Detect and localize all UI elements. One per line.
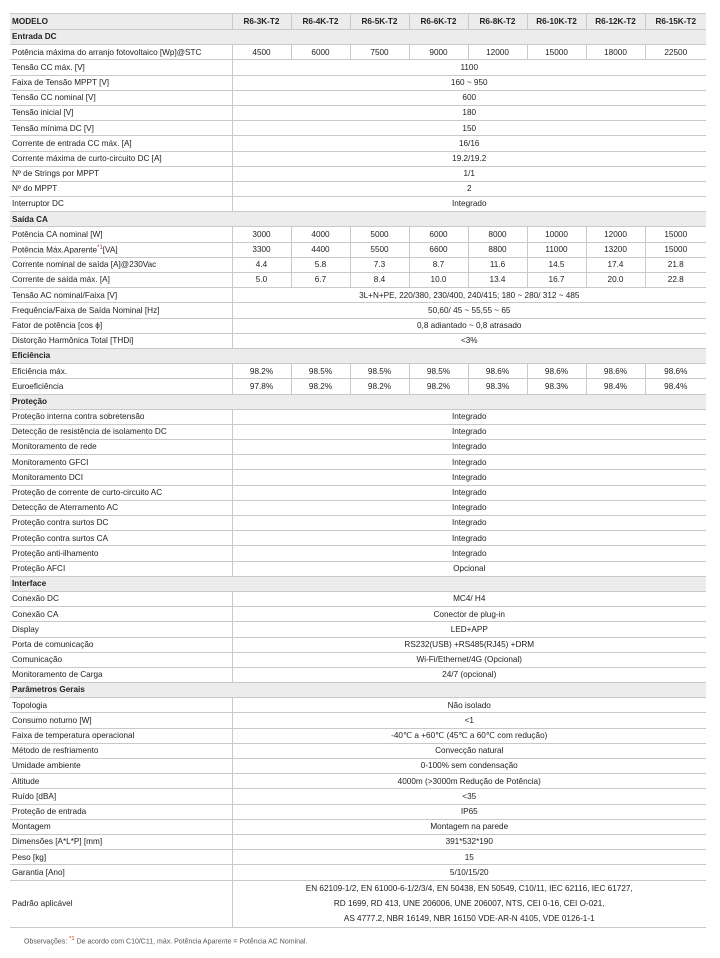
model-header-cell: R6-6K-T2 xyxy=(409,14,468,30)
value-cell-span: <1 xyxy=(232,713,706,728)
standard-line: EN 62109-1/2, EN 61000-6-1/2/3/4, EN 50438, EN 50549, C10/11, IEC 62116, IEC 61727, xyxy=(305,884,633,893)
value-cell-span: Montagem na parede xyxy=(232,819,706,834)
value-cell: 98.2% xyxy=(350,379,409,394)
table-row xyxy=(10,637,706,652)
row-label: Nº do MPPT xyxy=(10,181,232,196)
value-cell-span: 15 xyxy=(232,850,706,865)
value-cell-span: Integrado xyxy=(232,531,706,546)
value-cell: 14.5 xyxy=(527,257,586,272)
value-cell: 4500 xyxy=(232,45,291,60)
table-row xyxy=(10,759,706,774)
table-row xyxy=(10,591,706,606)
row-label: Umidade ambiente xyxy=(10,759,232,774)
row-label: Corrente máxima de curto-circuito DC [A] xyxy=(10,151,232,166)
model-header-cell: R6-5K-T2 xyxy=(350,14,409,30)
row-label: Detecção de resistência de isolamento DC xyxy=(10,424,232,439)
row-label: Proteção AFCI xyxy=(10,561,232,576)
table-row xyxy=(10,622,706,637)
value-cell: 6000 xyxy=(409,227,468,242)
value-cell-span: Integrado xyxy=(232,197,706,212)
value-cell: 5500 xyxy=(350,242,409,257)
footnote-mark: *1 xyxy=(69,936,75,942)
row-label: Faixa de temperatura operacional xyxy=(10,728,232,743)
value-cell-span: <3% xyxy=(232,333,706,348)
model-header-cell: R6-8K-T2 xyxy=(468,14,527,30)
footnote xyxy=(24,936,307,945)
table-row xyxy=(10,197,706,212)
value-cell: 6.7 xyxy=(291,273,350,288)
value-cell-span: 24/7 (opcional) xyxy=(232,667,706,682)
value-cell-span: 160 ~ 950 xyxy=(232,75,706,90)
value-cell: 12000 xyxy=(586,227,645,242)
value-cell: 98.4% xyxy=(586,379,645,394)
table-row xyxy=(10,379,706,394)
table-row xyxy=(10,136,706,151)
row-label: Proteção de corrente de curto-circuito AC xyxy=(10,485,232,500)
value-cell-span: Opcional xyxy=(232,561,706,576)
standard-line: AS 4777.2, NBR 16149, NBR 16150 VDE-AR-N 4105, VDE 0126-1-1 xyxy=(343,914,595,923)
value-cell: 98.5% xyxy=(350,364,409,379)
value-cell-span: Integrado xyxy=(232,546,706,561)
table-row xyxy=(10,45,706,60)
table-row xyxy=(10,424,706,439)
value-cell-span: Integrado xyxy=(232,409,706,424)
row-label: Conexão DC xyxy=(10,591,232,606)
value-cell: 22500 xyxy=(645,45,706,60)
row-label: Faixa de Tensão MPPT [V] xyxy=(10,75,232,90)
value-cell: 98.2% xyxy=(409,379,468,394)
row-label: Tensão CC máx. [V] xyxy=(10,60,232,75)
value-cell-span: Integrado xyxy=(232,470,706,485)
table-row xyxy=(10,743,706,758)
table-row xyxy=(10,257,706,272)
value-cell: 4400 xyxy=(291,242,350,257)
value-cell-span: 3L+N+PE, 220/380, 230/400, 240/415; 180 ~ 280/ 312 ~ 485 xyxy=(232,288,706,303)
row-label: Tensão AC nominal/Faixa [V] xyxy=(10,288,232,303)
row-label: Detecção de Aterramento AC xyxy=(10,500,232,515)
value-cell: 15000 xyxy=(645,242,706,257)
value-cell-span: 0-100% sem condensação xyxy=(232,759,706,774)
table-row xyxy=(10,333,706,348)
row-label: Porta de comunicação xyxy=(10,637,232,652)
section-title: Saída CA xyxy=(10,212,706,227)
table-row xyxy=(10,713,706,728)
table-row xyxy=(10,121,706,136)
value-cell-span: 16/16 xyxy=(232,136,706,151)
row-label: Monitoramento DCI xyxy=(10,470,232,485)
table-row xyxy=(10,303,706,318)
row-label: Método de resfriamento xyxy=(10,743,232,758)
footnote-ref: *1 xyxy=(97,244,103,251)
table-row xyxy=(10,181,706,196)
row-label: Tensão inicial [V] xyxy=(10,105,232,120)
row-label: Fator de potência [cos ϕ] xyxy=(10,318,232,333)
value-cell: 22.8 xyxy=(645,273,706,288)
value-cell: 97.8% xyxy=(232,379,291,394)
table-row xyxy=(10,288,706,303)
value-cell-span: Não isolado xyxy=(232,698,706,713)
value-cell: 98.3% xyxy=(468,379,527,394)
table-row xyxy=(10,789,706,804)
row-label: Tensão CC nominal [V] xyxy=(10,90,232,105)
row-label-text: Potência Máx.Aparente xyxy=(12,245,98,255)
value-cell: 21.8 xyxy=(645,257,706,272)
value-cell-span: 1100 xyxy=(232,60,706,75)
table-row xyxy=(10,804,706,819)
table-row xyxy=(10,455,706,470)
section-title: Eficiência xyxy=(10,348,706,363)
value-cell: 98.6% xyxy=(527,364,586,379)
table-row xyxy=(10,364,706,379)
value-cell: 16.7 xyxy=(527,273,586,288)
value-cell-span: RS232(USB) +RS485(RJ45) +DRM xyxy=(232,637,706,652)
row-label: Altitude xyxy=(10,774,232,789)
table-row xyxy=(10,500,706,515)
footnote-text: De acordo com C10/C11, máx. Potência Aparente = Potência AC Nominal. xyxy=(76,938,308,946)
value-cell-span: 1/1 xyxy=(232,166,706,181)
value-cell: 11.6 xyxy=(468,257,527,272)
value-cell: 3000 xyxy=(232,227,291,242)
value-cell-span: 600 xyxy=(232,90,706,105)
value-cell-span: 2 xyxy=(232,181,706,196)
section-row xyxy=(10,212,706,227)
value-cell: 10000 xyxy=(527,227,586,242)
table-row xyxy=(10,728,706,743)
table-row xyxy=(10,485,706,500)
table-row xyxy=(10,819,706,834)
row-label: Nº de Strings por MPPT xyxy=(10,166,232,181)
value-cell-span: Integrado xyxy=(232,424,706,439)
value-cell-span: 0,8 adiantado ~ 0,8 atrasado xyxy=(232,318,706,333)
section-title: Interface xyxy=(10,576,706,591)
model-header-cell: R6-15K-T2 xyxy=(645,14,706,30)
value-cell-span: LED+APP xyxy=(232,622,706,637)
row-label: Proteção contra surtos DC xyxy=(10,516,232,531)
value-cell: 4000 xyxy=(291,227,350,242)
model-header-label: MODELO xyxy=(10,14,232,30)
row-label: Padrão aplicável xyxy=(10,880,232,927)
table-row xyxy=(10,667,706,682)
row-label: Topologia xyxy=(10,698,232,713)
value-cell: 15000 xyxy=(527,45,586,60)
value-cell-span: -40℃ a +60℃ (45℃ a 60℃ com redução) xyxy=(232,728,706,743)
value-cell: 98.6% xyxy=(645,364,706,379)
row-label: Ruído [dBA] xyxy=(10,789,232,804)
value-cell: 17.4 xyxy=(586,257,645,272)
row-label: Garantia [Ano] xyxy=(10,865,232,880)
value-cell-span: 4000m (>3000m Redução de Potência) xyxy=(232,774,706,789)
value-cell: 3300 xyxy=(232,242,291,257)
row-label: Monitoramento de rede xyxy=(10,440,232,455)
value-cell-span: IP65 xyxy=(232,804,706,819)
table-row xyxy=(10,470,706,485)
table-row xyxy=(10,546,706,561)
row-label: Comunicação xyxy=(10,652,232,667)
table-row xyxy=(10,318,706,333)
row-label: Proteção contra surtos CA xyxy=(10,531,232,546)
value-cell: 5.0 xyxy=(232,273,291,288)
row-label: Proteção interna contra sobretensão xyxy=(10,409,232,424)
section-row xyxy=(10,683,706,698)
value-cell-span xyxy=(232,880,706,927)
row-label: Eficiência máx. xyxy=(10,364,232,379)
table-row xyxy=(10,75,706,90)
table-row xyxy=(10,774,706,789)
value-cell-span: 150 xyxy=(232,121,706,136)
section-title: Proteção xyxy=(10,394,706,409)
standard-line: RD 1699, RD 413, UNE 206006, UNE 206007, NTS, CEI 0-16, CEI O-021, xyxy=(333,899,605,908)
value-cell-span: Integrado xyxy=(232,516,706,531)
value-cell: 8.7 xyxy=(409,257,468,272)
value-cell-span: MC4/ H4 xyxy=(232,591,706,606)
table-row xyxy=(10,90,706,105)
value-cell: 12000 xyxy=(468,45,527,60)
row-label: Frequência/Faixa de Saída Nominal [Hz] xyxy=(10,303,232,318)
section-row xyxy=(10,348,706,363)
row-label-suffix: [VA] xyxy=(102,245,118,255)
table-row xyxy=(10,561,706,576)
table-row xyxy=(10,273,706,288)
value-cell: 4.4 xyxy=(232,257,291,272)
value-cell: 7500 xyxy=(350,45,409,60)
value-cell-span: 50,60/ 45 ~ 55,55 ~ 65 xyxy=(232,303,706,318)
value-cell: 15000 xyxy=(645,227,706,242)
table-row xyxy=(10,865,706,880)
section-row xyxy=(10,576,706,591)
row-label: Conexão CA xyxy=(10,607,232,622)
row-label: Consumo noturno [W] xyxy=(10,713,232,728)
value-cell-span: Wi-Fi/Ethernet/4G (Opcional) xyxy=(232,652,706,667)
row-label: Potência CA nominal [W] xyxy=(10,227,232,242)
table-row xyxy=(10,227,706,242)
table-row xyxy=(10,652,706,667)
row-label: Corrente de entrada CC máx. [A] xyxy=(10,136,232,151)
table-row xyxy=(10,880,706,927)
section-title: Entrada DC xyxy=(10,30,706,45)
value-cell: 98.6% xyxy=(468,364,527,379)
row-label: Monitoramento de Carga xyxy=(10,667,232,682)
table-row xyxy=(10,151,706,166)
value-cell: 98.4% xyxy=(645,379,706,394)
value-cell: 98.6% xyxy=(586,364,645,379)
table-row xyxy=(10,850,706,865)
value-cell: 98.5% xyxy=(409,364,468,379)
value-cell: 13200 xyxy=(586,242,645,257)
value-cell: 20.0 xyxy=(586,273,645,288)
value-cell: 18000 xyxy=(586,45,645,60)
row-label: Corrente nominal de saída [A]@230Vac xyxy=(10,257,232,272)
row-label: Potência máxima do arranjo fotovoltaico [Wp]@STC xyxy=(10,45,232,60)
model-header-cell: R6-12K-T2 xyxy=(586,14,645,30)
table-row xyxy=(10,60,706,75)
section-row xyxy=(10,30,706,45)
row-label: Proteção anti-ilhamento xyxy=(10,546,232,561)
value-cell-span: Convecção natural xyxy=(232,743,706,758)
value-cell: 10.0 xyxy=(409,273,468,288)
row-label: Tensão mínima DC [V] xyxy=(10,121,232,136)
table-row xyxy=(10,105,706,120)
row-label: Proteção de entrada xyxy=(10,804,232,819)
spec-table xyxy=(10,13,706,928)
value-cell: 11000 xyxy=(527,242,586,257)
row-label: Peso [kg] xyxy=(10,850,232,865)
value-cell: 98.2% xyxy=(291,379,350,394)
row-label: Euroeficiência xyxy=(10,379,232,394)
value-cell: 98.3% xyxy=(527,379,586,394)
section-row xyxy=(10,394,706,409)
value-cell-span: Integrado xyxy=(232,440,706,455)
value-cell: 6600 xyxy=(409,242,468,257)
row-label: Interruptor DC xyxy=(10,197,232,212)
table-row xyxy=(10,166,706,181)
row-label: Display xyxy=(10,622,232,637)
value-cell: 5000 xyxy=(350,227,409,242)
value-cell-span: Integrado xyxy=(232,455,706,470)
value-cell-span: Integrado xyxy=(232,500,706,515)
value-cell: 6000 xyxy=(291,45,350,60)
model-header-cell: R6-3K-T2 xyxy=(232,14,291,30)
value-cell-span: 180 xyxy=(232,105,706,120)
table-row xyxy=(10,516,706,531)
value-cell: 8800 xyxy=(468,242,527,257)
row-label xyxy=(10,242,232,257)
value-cell-span: 391*532*190 xyxy=(232,834,706,849)
header-row xyxy=(10,14,706,30)
value-cell: 8.4 xyxy=(350,273,409,288)
row-label: Corrente de saída máx. [A] xyxy=(10,273,232,288)
row-label: Monitoramento GFCI xyxy=(10,455,232,470)
table-row xyxy=(10,834,706,849)
table-row xyxy=(10,531,706,546)
model-header-cell: R6-4K-T2 xyxy=(291,14,350,30)
row-label: Montagem xyxy=(10,819,232,834)
footnote-prefix: Observações: xyxy=(24,938,68,946)
value-cell: 8000 xyxy=(468,227,527,242)
value-cell: 9000 xyxy=(409,45,468,60)
value-cell: 98.2% xyxy=(232,364,291,379)
value-cell: 98.5% xyxy=(291,364,350,379)
table-row xyxy=(10,440,706,455)
table-row xyxy=(10,607,706,622)
row-label: Distorção Harmônica Total [THDi] xyxy=(10,333,232,348)
row-label: Dimensões [A*L*P] [mm] xyxy=(10,834,232,849)
table-row xyxy=(10,409,706,424)
table-row xyxy=(10,698,706,713)
table-row xyxy=(10,242,706,257)
section-title: Parâmetros Gerais xyxy=(10,683,706,698)
value-cell-span: <35 xyxy=(232,789,706,804)
value-cell-span: 19.2/19.2 xyxy=(232,151,706,166)
value-cell-span: Conector de plug-in xyxy=(232,607,706,622)
model-header-cell: R6-10K-T2 xyxy=(527,14,586,30)
value-cell: 13.4 xyxy=(468,273,527,288)
value-cell-span: Integrado xyxy=(232,485,706,500)
value-cell: 7.3 xyxy=(350,257,409,272)
value-cell-span: 5/10/15/20 xyxy=(232,865,706,880)
value-cell: 5.8 xyxy=(291,257,350,272)
